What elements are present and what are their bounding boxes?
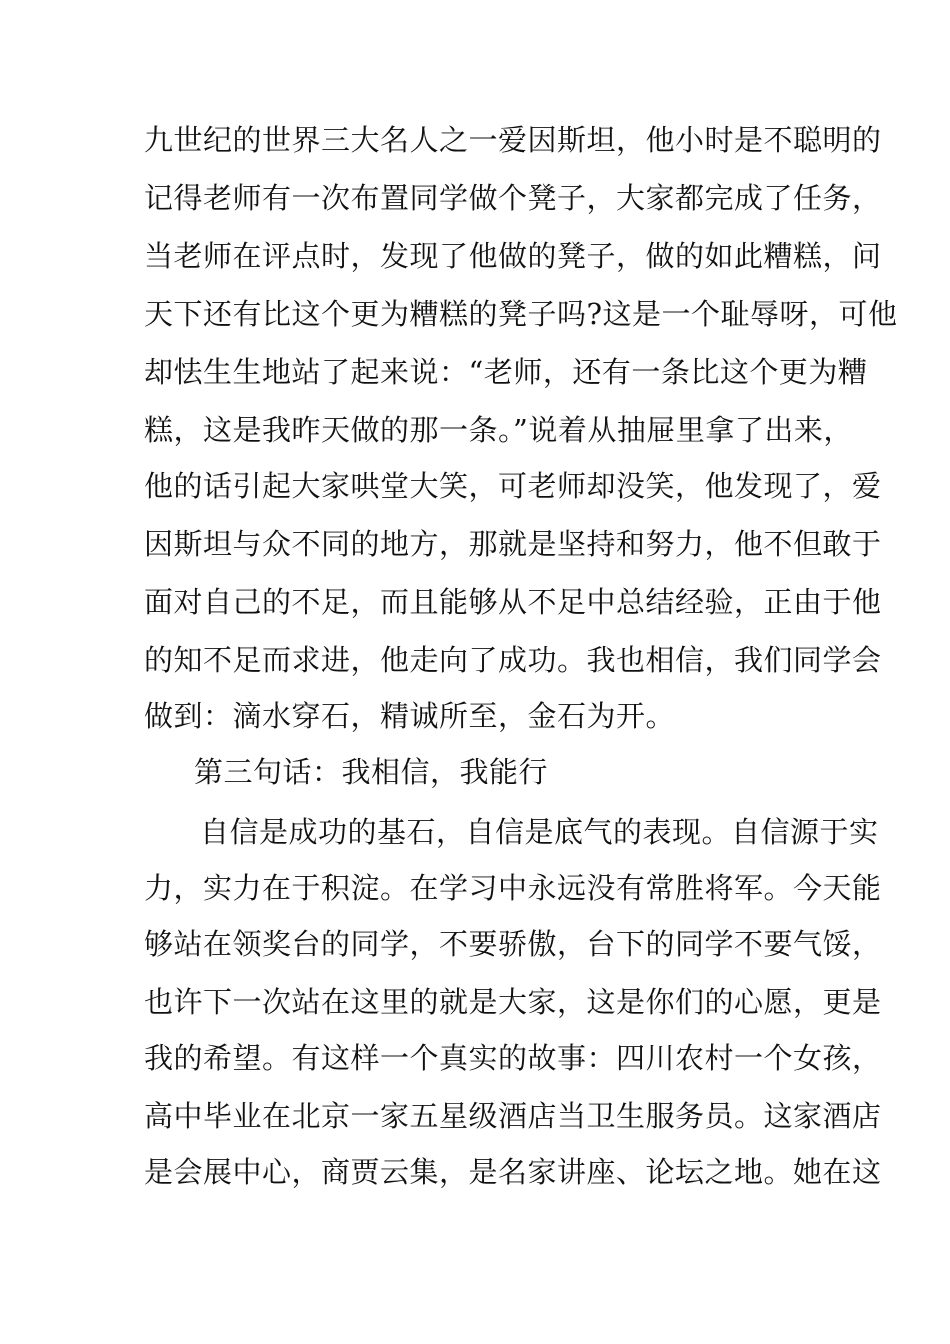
- body-text-line: 高中毕业在北京一家五星级酒店当卫生服务员。这家酒店: [144, 1099, 882, 1133]
- body-text-line: 做到：滴水穿石，精诚所至，金石为开。: [144, 699, 676, 733]
- body-text-line: 糕，这是我昨天做的那一条。”说着从抽屉里拿了出来，: [144, 413, 853, 447]
- body-text-line: 也许下一次站在这里的就是大家，这是你们的心愿，更是: [144, 985, 882, 1019]
- body-text-line: 是会展中心，商贾云集，是名家讲座、论坛之地。她在这: [144, 1155, 882, 1189]
- body-text-line: 面对自己的不足，而且能够从不足中总结经验，正由于他: [144, 585, 882, 619]
- body-text-line: 九世纪的世界三大名人之一爱因斯坦，他小时是不聪明的: [144, 123, 882, 157]
- body-text-line: 我的希望。有这样一个真实的故事：四川农村一个女孩，: [144, 1041, 882, 1075]
- body-text-line: 他的话引起大家哄堂大笑，可老师却没笑，他发现了，爱: [144, 469, 882, 503]
- body-text-line: 天下还有比这个更为糟糕的凳子吗?这是一个耻辱呀，可他: [144, 297, 898, 331]
- body-text-line: 的知不足而求进，他走向了成功。我也相信，我们同学会: [144, 643, 882, 677]
- body-text-line: 却怯生生地站了起来说：“老师，还有一条比这个更为糟: [144, 355, 868, 389]
- section-heading: 第三句话：我相信，我能行: [194, 755, 549, 789]
- body-text-line: 力，实力在于积淀。在学习中永远没有常胜将军。今天能: [144, 871, 882, 905]
- body-text-line: 自信是成功的基石，自信是底气的表现。自信源于实: [200, 815, 879, 849]
- body-text-line: 当老师在评点时，发现了他做的凳子，做的如此糟糕，问: [144, 239, 882, 273]
- body-text-line: 记得老师有一次布置同学做个凳子，大家都完成了任务，: [144, 181, 882, 215]
- body-text-line: 因斯坦与众不同的地方，那就是坚持和努力，他不但敢于: [144, 527, 882, 561]
- body-text-line: 够站在领奖台的同学，不要骄傲，台下的同学不要气馁，: [144, 927, 882, 961]
